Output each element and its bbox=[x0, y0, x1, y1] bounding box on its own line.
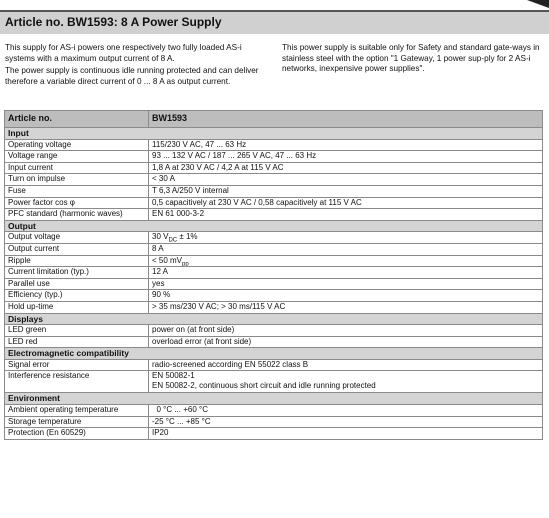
spec-label: Interference resistance bbox=[5, 371, 149, 393]
section-title: Electromagnetic compatibility bbox=[5, 348, 543, 360]
spec-row bbox=[5, 405, 543, 417]
spec-row bbox=[5, 243, 543, 255]
spec-label: Ripple bbox=[5, 255, 149, 267]
spec-row bbox=[5, 197, 543, 209]
spec-value bbox=[149, 405, 543, 417]
article-title: Article no. BW1593: 8 A Power Supply bbox=[5, 15, 222, 29]
spec-value bbox=[149, 359, 543, 371]
spec-label: LED red bbox=[5, 336, 149, 348]
spec-value-text: -25 °C ... +85 °C bbox=[152, 416, 211, 426]
spec-value-text: IP20 bbox=[152, 428, 169, 438]
spec-value-text: 0 °C ... +60 °C bbox=[152, 405, 208, 415]
spec-value-text: < 50 mV bbox=[152, 255, 183, 265]
spec-row bbox=[5, 371, 543, 393]
spec-row bbox=[5, 255, 543, 267]
spec-value-text: EN 50082-2, continuous short circuit and idle running protected bbox=[152, 381, 376, 391]
spec-row bbox=[5, 185, 543, 197]
spec-value bbox=[149, 290, 543, 302]
spec-value-text: 1,8 A at 230 V AC / 4,2 A at 115 V AC bbox=[152, 162, 284, 172]
spec-label: Signal error bbox=[5, 359, 149, 371]
spec-row bbox=[5, 278, 543, 290]
spec-label: Operating voltage bbox=[5, 139, 149, 151]
spec-label: Protection (En 60529) bbox=[5, 428, 149, 440]
spec-value-text: > 35 ms/230 V AC; > 30 ms/115 V AC bbox=[152, 301, 286, 311]
spec-row bbox=[5, 267, 543, 279]
spec-value bbox=[149, 428, 543, 440]
intro-right-column bbox=[282, 43, 544, 77]
section-row bbox=[5, 220, 543, 232]
spec-value-text: power on (at front side) bbox=[152, 325, 235, 335]
spec-value bbox=[149, 255, 543, 267]
corner-triangle bbox=[527, 0, 549, 8]
spec-label: Turn on impulse bbox=[5, 174, 149, 186]
spec-row bbox=[5, 336, 543, 348]
spec-label: Current limitation (typ.) bbox=[5, 267, 149, 279]
section-row bbox=[5, 348, 543, 360]
spec-value-text: EN 50082-1 bbox=[152, 371, 195, 381]
spec-value-subscript: pp bbox=[182, 261, 189, 267]
spec-value bbox=[149, 151, 543, 163]
spec-label: Output current bbox=[5, 243, 149, 255]
section-title: Displays bbox=[5, 313, 543, 325]
section-row bbox=[5, 393, 543, 405]
spec-label: Voltage range bbox=[5, 151, 149, 163]
spec-label: Fuse bbox=[5, 185, 149, 197]
spec-value bbox=[149, 197, 543, 209]
article-header bbox=[0, 10, 549, 34]
spec-value bbox=[149, 371, 543, 393]
spec-row bbox=[5, 162, 543, 174]
spec-value bbox=[149, 139, 543, 151]
spec-row bbox=[5, 290, 543, 302]
section-title: Environment bbox=[5, 393, 543, 405]
spec-label: Input current bbox=[5, 162, 149, 174]
spec-row bbox=[5, 416, 543, 428]
spec-value-suffix: ± 1% bbox=[177, 232, 198, 242]
corner-decoration bbox=[489, 0, 549, 10]
header-label-cell: Article no. bbox=[5, 111, 149, 128]
spec-value-text: EN 61 000-3-2 bbox=[152, 209, 205, 219]
section-title: Input bbox=[5, 128, 543, 140]
spec-label: Storage temperature bbox=[5, 416, 149, 428]
spec-value bbox=[149, 336, 543, 348]
spec-value bbox=[149, 416, 543, 428]
spec-row bbox=[5, 174, 543, 186]
section-title: Output bbox=[5, 220, 543, 232]
spec-value bbox=[149, 185, 543, 197]
spec-label: Ambient operating temperature bbox=[5, 405, 149, 417]
spec-value-text: T 6,3 A/250 V internal bbox=[152, 185, 229, 195]
spec-value-text: 12 A bbox=[152, 267, 169, 277]
spec-label: LED green bbox=[5, 325, 149, 337]
spec-value-text: < 30 A bbox=[152, 174, 175, 184]
spec-table-header-row bbox=[5, 111, 543, 128]
spec-value-text: 90 % bbox=[152, 290, 171, 300]
spec-value bbox=[149, 301, 543, 313]
spec-value-text: 115/230 V AC, 47 ... 63 Hz bbox=[152, 139, 247, 149]
spec-value bbox=[149, 243, 543, 255]
intro-paragraph: This supply for AS-i powers one respectively two fully loaded AS-i systems with a maximum output current of 8 A. bbox=[5, 43, 242, 63]
header-value-cell: BW1593 bbox=[149, 111, 543, 128]
spec-row bbox=[5, 325, 543, 337]
spec-value-text: yes bbox=[152, 278, 165, 288]
spec-value bbox=[149, 267, 543, 279]
spec-value-text: radio-screened according EN 55022 class B bbox=[152, 359, 309, 369]
spec-label: Hold up-time bbox=[5, 301, 149, 313]
spec-value bbox=[149, 325, 543, 337]
spec-value-text: 8 A bbox=[152, 243, 164, 253]
spec-row bbox=[5, 359, 543, 371]
spec-label: PFC standard (harmonic waves) bbox=[5, 209, 149, 221]
section-row bbox=[5, 313, 543, 325]
intro-paragraph: This power supply is suitable only for Safety and standard gate-ways in stainless steel with the option "1 Gateway, 1 power sup-ply for 2 AS-i networks, inexpensive power supplies". bbox=[282, 43, 540, 73]
spec-label: Output voltage bbox=[5, 232, 149, 244]
intro-left-column bbox=[5, 43, 273, 89]
spec-row bbox=[5, 301, 543, 313]
spec-value bbox=[149, 232, 543, 244]
spec-label: Power factor cos φ bbox=[5, 197, 149, 209]
spec-label: Parallel use bbox=[5, 278, 149, 290]
spec-row bbox=[5, 209, 543, 221]
spec-value-subscript: DC bbox=[168, 237, 178, 244]
spec-value bbox=[149, 278, 543, 290]
spec-value-text: 0,5 capacitively at 230 V AC / 0,58 capacitively at 115 V AC bbox=[152, 197, 362, 207]
spec-value-text: 30 V bbox=[152, 232, 169, 242]
spec-row bbox=[5, 232, 543, 244]
spec-row bbox=[5, 428, 543, 440]
spec-value-text: 93 ... 132 V AC / 187 ... 265 V AC, 47 ... 63 Hz bbox=[152, 151, 317, 161]
spec-label: Efficiency (typ.) bbox=[5, 290, 149, 302]
spec-value bbox=[149, 209, 543, 221]
spec-table bbox=[4, 110, 543, 440]
spec-value-text: overload error (at front side) bbox=[152, 336, 252, 346]
spec-value bbox=[149, 174, 543, 186]
spec-row bbox=[5, 151, 543, 163]
section-row bbox=[5, 128, 543, 140]
spec-row bbox=[5, 139, 543, 151]
spec-value bbox=[149, 162, 543, 174]
intro-paragraph: The power supply is continuous idle running protected and can deliver therefore a variable direct current of 0 ... 8 A as output current. bbox=[5, 66, 259, 86]
